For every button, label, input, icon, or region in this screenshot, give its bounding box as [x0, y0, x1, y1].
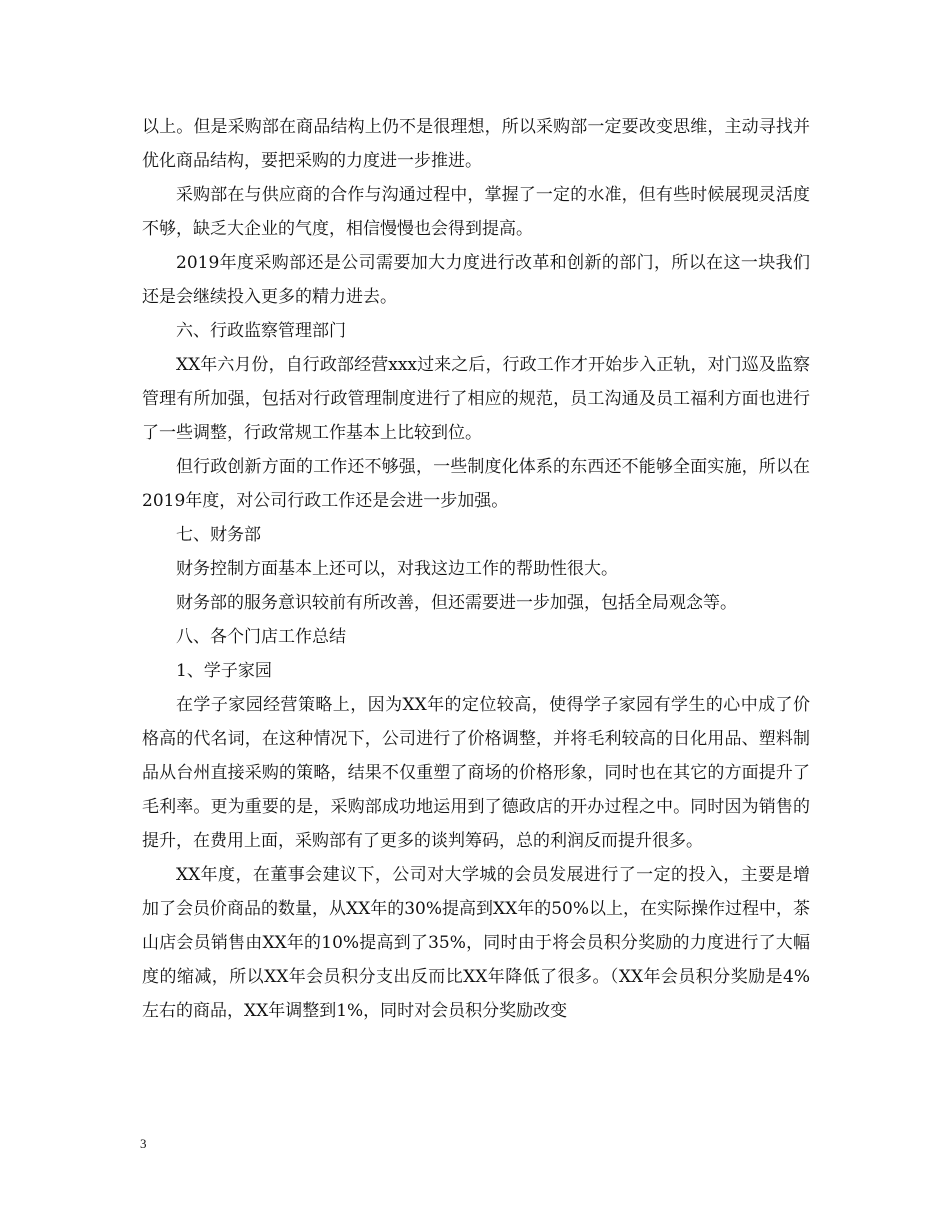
paragraph: 以上。但是采购部在商品结构上仍不是很理想，所以采购部一定要改变思维，主动寻找并优化商品结构，要把采购的力度进一步推进。 — [142, 117, 810, 171]
page-number: 3 — [140, 1136, 147, 1151]
paragraph: XX年度，在董事会建议下，公司对大学城的会员发展进行了一定的投入，主要是增加了会员价商品的数量，从XX年的30%提高到XX年的50%以上，在实际操作过程中，茶山店会员销售由XX年的10%提高到了35%，同时由于将会员积分奖励的力度进行了大幅度的缩减，所以XX年会员积分支出反而比XX年降低了很多。（XX年会员积分奖励是4%左右的商品，XX年调整到1%，同时对会员积分奖励改变 — [142, 865, 810, 1021]
paragraph: 2019年度采购部还是公司需要加大力度进行改革和创新的部门，所以在这一块我们还是会继续投入更多的精力进去。 — [142, 253, 810, 307]
document-body — [142, 110, 810, 1028]
paragraph: 在学子家园经营策略上，因为XX年的定位较高，使得学子家园有学生的心中成了价格高的代名词，在这种情况下，公司进行了价格调整，并将毛利较高的日化用品、塑料制品从台州直接采购的策略，结果不仅重塑了商场的价格形象，同时也在其它的方面提升了毛利率。更为重要的是，采购部成功地运用到了德政店的开办过程之中。同时因为销售的提升，在费用上面，采购部有了更多的谈判筹码，总的利润反而提升很多。 — [142, 695, 810, 851]
paragraph: 采购部在与供应商的合作与沟通过程中，掌握了一定的水准，但有些时候展现灵活度不够，缺乏大企业的气度，相信慢慢也会得到提高。 — [142, 185, 810, 239]
paragraph: 但行政创新方面的工作还不够强，一些制度化体系的东西还不能够全面实施，所以在2019年度，对公司行政工作还是会进一步加强。 — [142, 457, 810, 511]
paragraph: XX年六月份，自行政部经营xxx过来之后，行政工作才开始步入正轨，对门巡及监察管理有所加强，包括对行政管理制度进行了相应的规范，员工沟通及员工福利方面也进行了一些调整，行政常规工作基本上比较到位。 — [142, 355, 810, 443]
paragraph: 财务部的服务意识较前有所改善，但还需要进一步加强，包括全局观念等。 — [176, 593, 737, 613]
section-heading: 八、各个门店工作总结 — [176, 627, 346, 647]
subsection-heading: 1、学子家园 — [176, 661, 272, 681]
paragraph: 财务控制方面基本上还可以，对我这边工作的帮助性很大。 — [176, 559, 618, 579]
section-heading: 七、财务部 — [176, 525, 261, 545]
section-heading: 六、行政监察管理部门 — [176, 321, 346, 341]
